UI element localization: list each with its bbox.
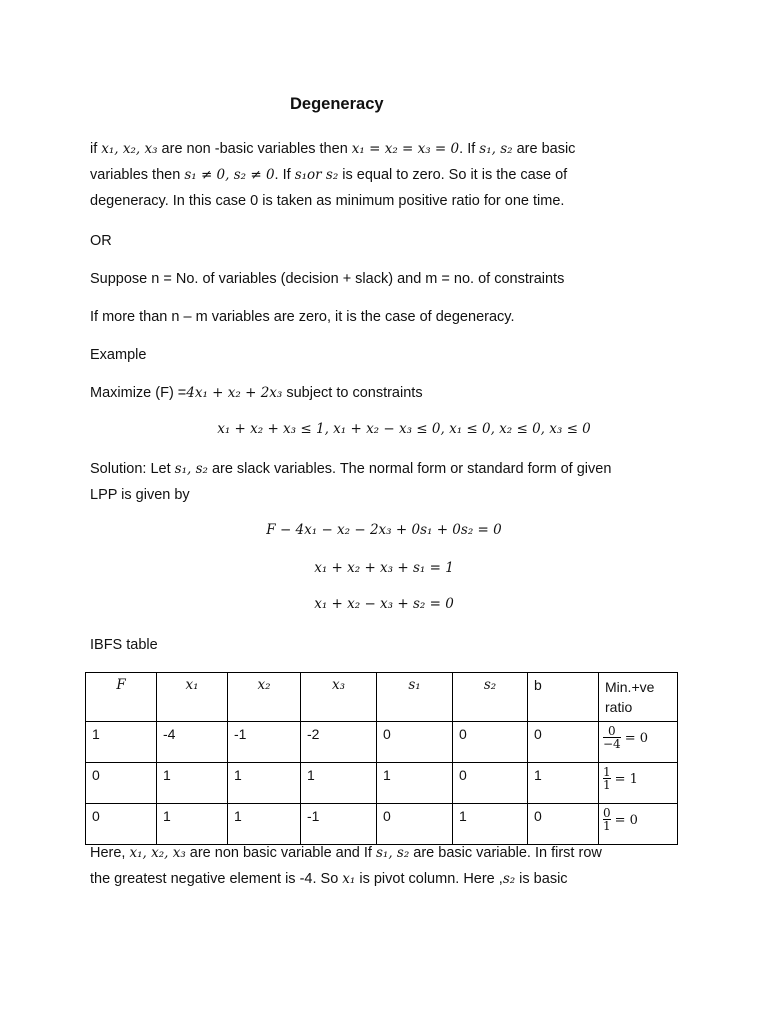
text: LPP is given by [90, 487, 190, 503]
ratio-fraction [603, 767, 638, 791]
maximize-line [90, 380, 690, 406]
table-cell: 1 [157, 804, 228, 845]
math-vars: x₁, x₂, x₃ [129, 845, 186, 861]
text: are non basic variable and If [185, 845, 376, 861]
table-cell: -2 [301, 722, 377, 763]
header-cell: x₁ [157, 673, 228, 722]
header-cell: x₂ [228, 673, 301, 722]
if-more-text: If more than n – m variables are zero, it is the case of degeneracy. [90, 309, 515, 325]
table-cell: -1 [228, 722, 301, 763]
table-cell: 0 [528, 804, 599, 845]
math-eq: x₁ = x₂ = x₃ = 0 [351, 141, 460, 157]
text: the greatest negative element is -4. So [90, 871, 343, 887]
table-cell: 1 [157, 763, 228, 804]
text: Solution: Let [90, 461, 175, 477]
table-cell: 0 [377, 722, 453, 763]
text: Here, [90, 845, 130, 861]
constraint-equation-2: x₁ + x₂ − x₃ + s₂ = 0 [314, 596, 454, 612]
ratio-numerator: 0 [603, 806, 611, 820]
degeneracy-definition [90, 136, 690, 214]
table-cell: 1 [86, 722, 157, 763]
table-cell: 1 [301, 763, 377, 804]
math-var: s₂ [502, 871, 516, 887]
table-header-row [86, 673, 678, 722]
ratio-result: = 0 [624, 730, 648, 746]
ratio-numerator: 0 [608, 724, 616, 738]
header-cell: Min.+ve ratio [599, 673, 678, 722]
math-vars: s₁, s₂ [174, 461, 208, 477]
text: is pivot column. Here , [355, 871, 503, 887]
table-row [86, 804, 678, 845]
text: are basic variable. In first row [409, 845, 602, 861]
page-title: Degeneracy [290, 95, 384, 113]
text: are basic [512, 141, 576, 157]
ratio-denominator: 1 [603, 778, 611, 792]
explanation-paragraph [90, 840, 690, 892]
ratio-denominator: −4 [603, 737, 621, 751]
table-cell: 1 [377, 763, 453, 804]
header-cell: s₂ [453, 673, 528, 722]
constraint-equation-1: x₁ + x₂ + x₃ + s₁ = 1 [314, 560, 454, 576]
text: is equal to zero. So it is the case of [338, 167, 568, 183]
table-cell: 1 [528, 763, 599, 804]
header-cell: F [86, 673, 157, 722]
table-cell: 1 [453, 804, 528, 845]
table-cell: 0 [453, 722, 528, 763]
math-var: x₁ [342, 871, 356, 887]
table-cell: 1 [228, 763, 301, 804]
table-row [86, 763, 678, 804]
ratio-fraction [603, 726, 648, 750]
example-label: Example [90, 347, 147, 363]
table-cell: 0 [377, 804, 453, 845]
ratio-cell [599, 804, 678, 845]
table-row [86, 722, 678, 763]
ibfs-label: IBFS table [90, 637, 158, 653]
text: are slack variables. The normal form or standard form of given [207, 461, 612, 477]
table-cell: 0 [86, 804, 157, 845]
ratio-result: = 1 [614, 771, 638, 787]
table-cell: -4 [157, 722, 228, 763]
table-cell: 0 [86, 763, 157, 804]
text: degeneracy. In this case 0 is taken as minimum positive ratio for one time. [90, 193, 565, 209]
text: is basic [515, 871, 568, 887]
text: if [90, 141, 102, 157]
text: are non -basic variables then [157, 141, 352, 157]
ratio-numerator: 1 [603, 765, 611, 779]
text: subject to constraints [282, 385, 423, 401]
table-cell: 0 [453, 763, 528, 804]
math-vars: s₁or s₂ [294, 167, 339, 183]
table-cell: -1 [301, 804, 377, 845]
text: Maximize (F) = [90, 385, 187, 401]
header-cell: x₃ [301, 673, 377, 722]
ratio-cell [599, 722, 678, 763]
text: . If [459, 141, 480, 157]
solution-paragraph [90, 456, 690, 508]
table-cell: 1 [228, 804, 301, 845]
math-vars: x₁, x₂, x₃ [101, 141, 158, 157]
suppose-text: Suppose n = No. of variables (decision + slack) and m = no. of constraints [90, 271, 565, 287]
header-cell: b [528, 673, 599, 722]
math-objective: 4x₁ + x₂ + 2x₃ [186, 385, 283, 401]
header-cell: s₁ [377, 673, 453, 722]
math-vars: s₁, s₂ [375, 845, 410, 861]
text: variables then [90, 167, 185, 183]
constraints-equation: x₁ + x₂ + x₃ ≤ 1, x₁ + x₂ − x₃ ≤ 0, x₁ ≤ 0, x₂ ≤ 0, x₃ ≤ 0 [217, 421, 591, 437]
text: . If [274, 167, 295, 183]
table-cell: 0 [528, 722, 599, 763]
or-text: OR [90, 233, 112, 249]
math-eq: s₁ ≠ 0, s₂ ≠ 0 [184, 167, 275, 183]
math-vars: s₁, s₂ [479, 141, 513, 157]
ratio-cell [599, 763, 678, 804]
ratio-fraction [603, 808, 638, 832]
objective-equation: F − 4x₁ − x₂ − 2x₃ + 0s₁ + 0s₂ = 0 [266, 522, 502, 538]
ratio-denominator: 1 [603, 819, 611, 833]
ibfs-table [85, 672, 678, 845]
ratio-result: = 0 [614, 812, 638, 828]
